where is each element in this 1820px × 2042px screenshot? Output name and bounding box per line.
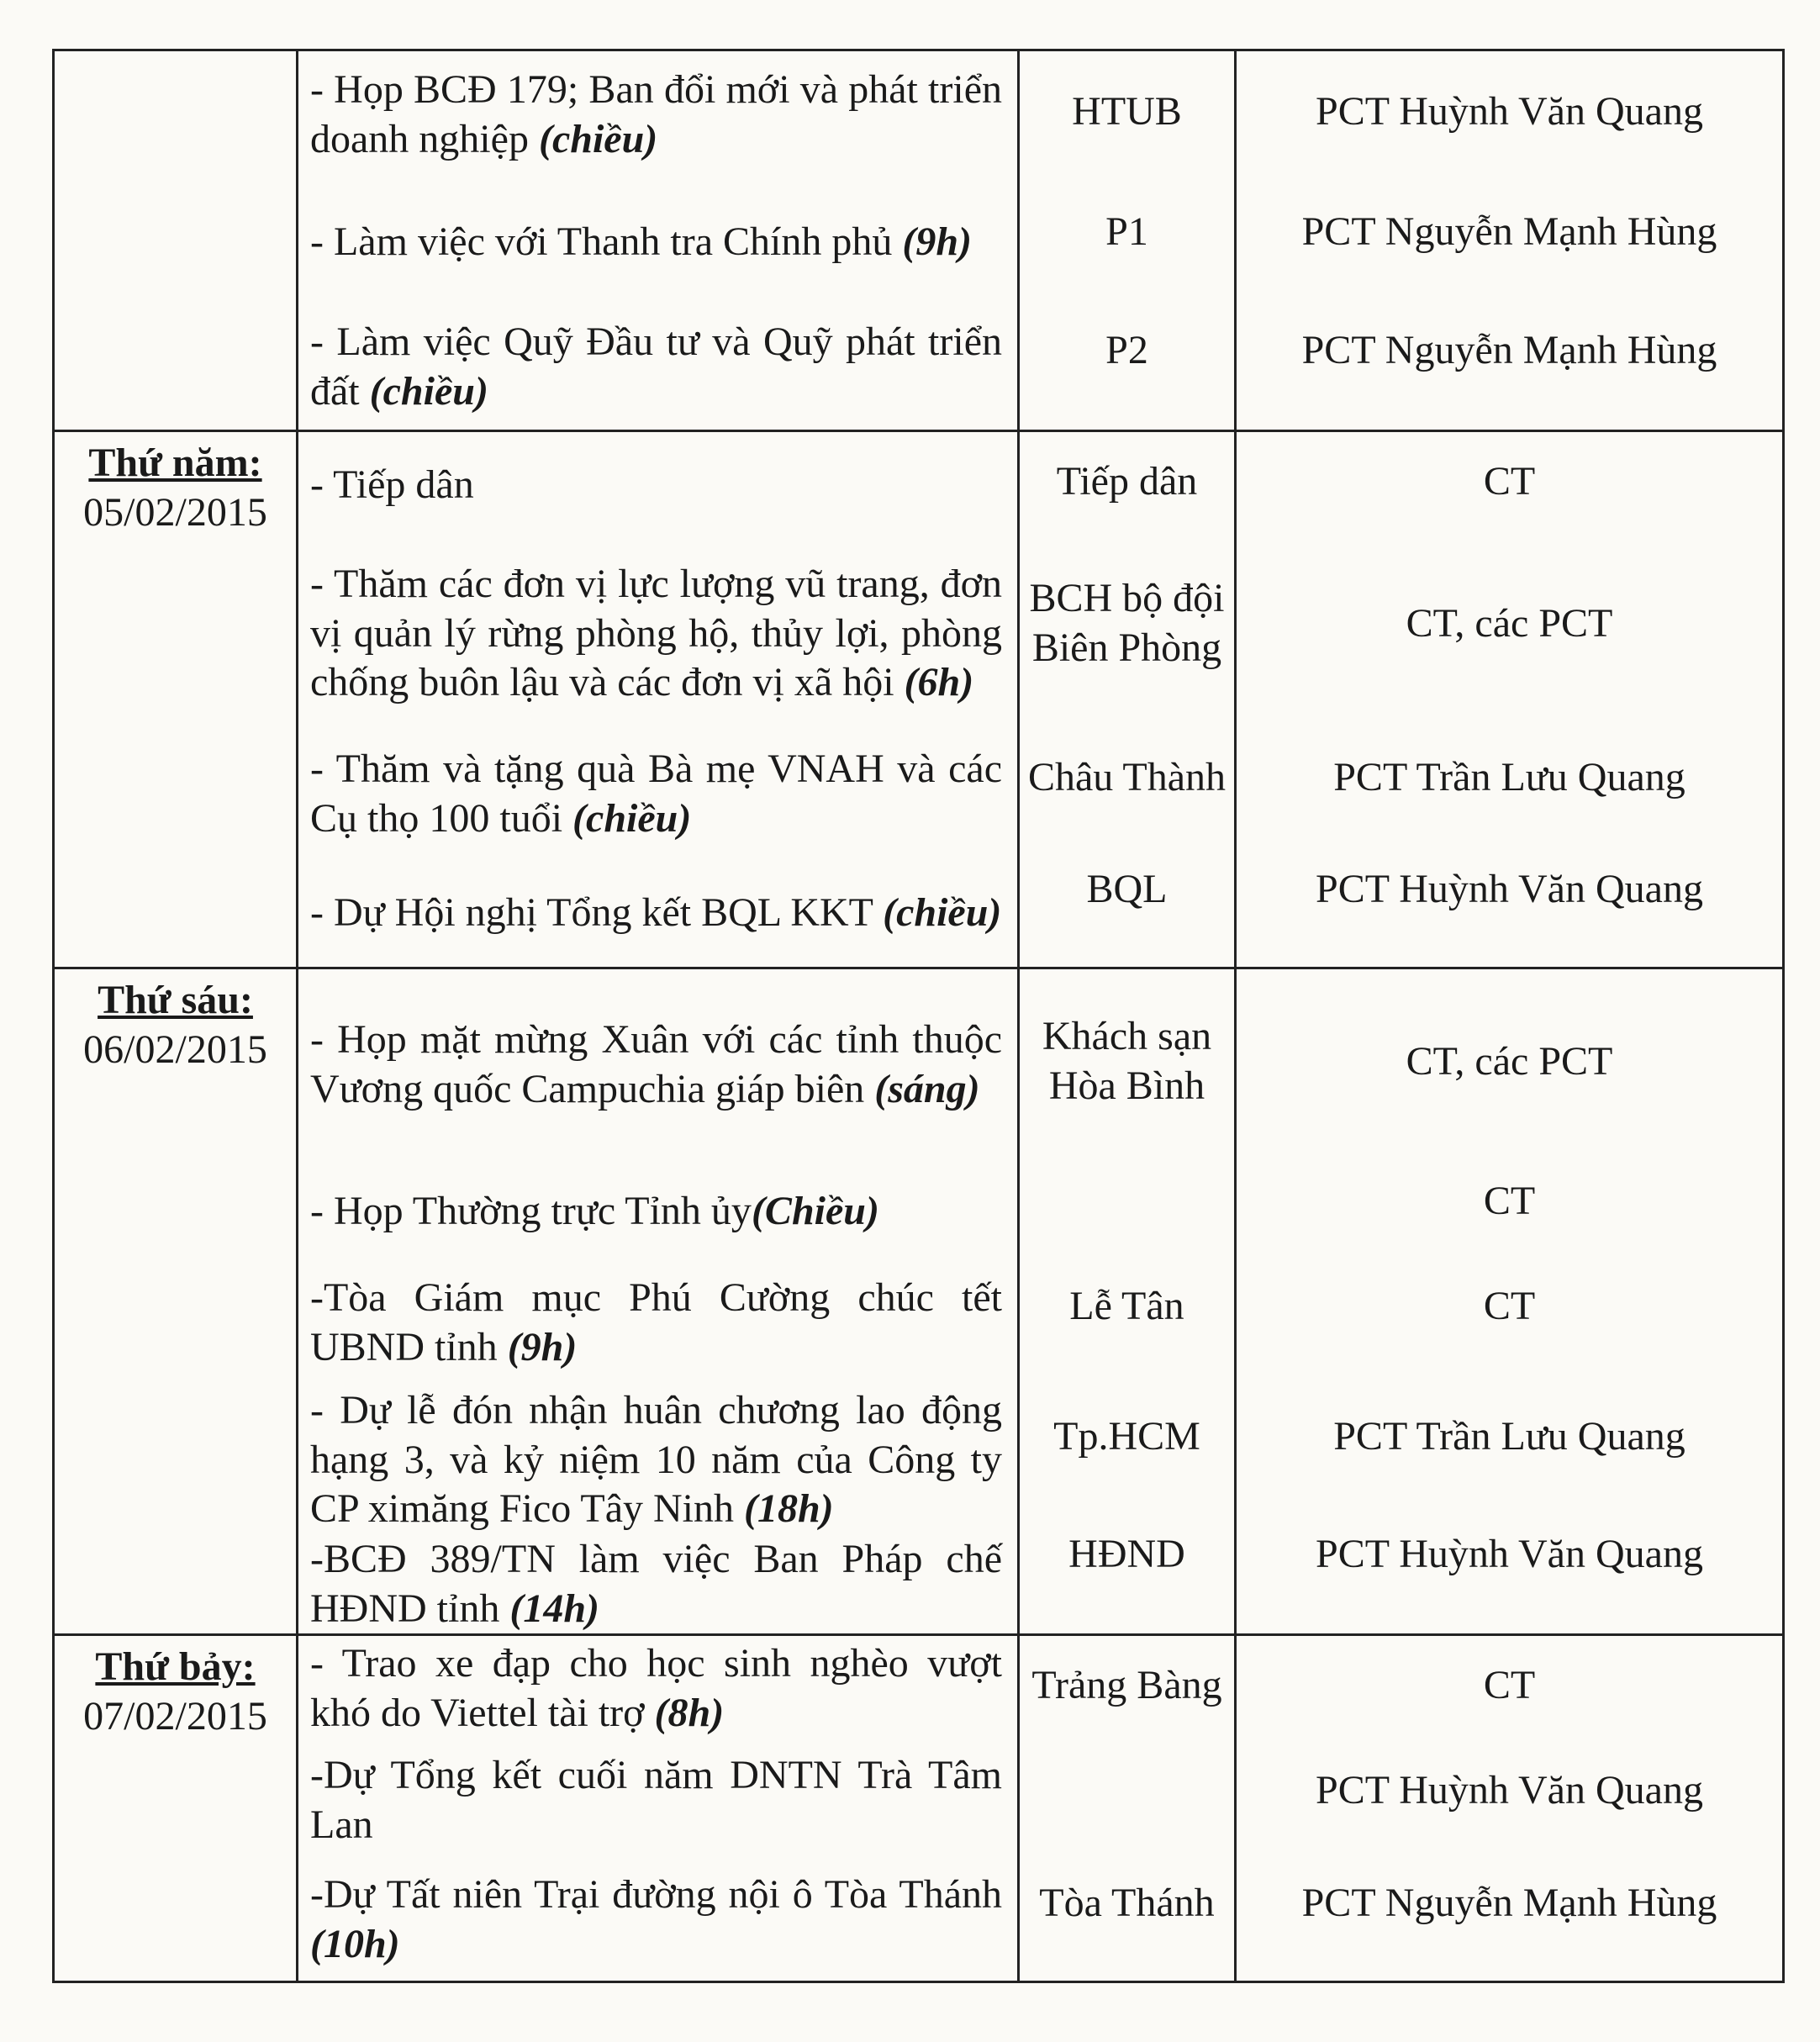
task-text	[310, 461, 474, 510]
place-text	[1053, 1412, 1200, 1462]
task-entry	[298, 51, 1017, 179]
task-label: - Làm việc Quỹ Đầu tư và Quỹ phát triển đất	[310, 319, 1002, 414]
task-text	[310, 1187, 879, 1237]
place-cell	[1019, 968, 1236, 1635]
time-note: (chiều)	[883, 889, 1002, 935]
place-entry	[1020, 969, 1234, 1154]
task-text	[310, 1535, 1002, 1633]
time-note: (18h)	[744, 1486, 834, 1532]
person-text	[1302, 326, 1717, 376]
task-label: - Thăm và tặng quà Bà mẹ VNAH và các Cụ thọ 100 tuổi	[310, 747, 1002, 841]
place-text	[1105, 326, 1148, 376]
day-date: 05/02/2015	[83, 489, 267, 535]
day-date: 07/02/2015	[83, 1693, 267, 1739]
person-entry	[1237, 1846, 1782, 1960]
place-entry	[1020, 1735, 1234, 1846]
schedule-row	[54, 968, 1784, 1635]
person-label: CT	[1483, 1178, 1536, 1223]
place-label: Khách sạn Hòa Bình	[1042, 1014, 1212, 1108]
place-label: Tp.HCM	[1053, 1413, 1200, 1459]
task-text	[310, 1016, 1002, 1114]
person-label: PCT Huỳnh Văn Quang	[1316, 1767, 1703, 1812]
task-label: - Dự lễ đón nhận huân chương lao động hạng 3, và kỷ niệm 10 năm của Công ty CP ximăng Fico Tây Ninh	[310, 1388, 1002, 1532]
task-text	[310, 318, 1002, 416]
place-entry	[1020, 1248, 1234, 1364]
day-name: Thứ sáu:	[98, 978, 253, 1022]
day-cell	[54, 50, 298, 431]
time-note: (14h)	[509, 1586, 599, 1631]
person-text	[1316, 1530, 1703, 1580]
day-name: Thứ bảy:	[95, 1644, 256, 1689]
person-label: PCT Nguyễn Mạnh Hùng	[1301, 208, 1717, 254]
task-entry	[298, 1742, 1017, 1860]
person-entry	[1237, 969, 1782, 1154]
place-entry	[1020, 51, 1234, 172]
place-label: Lễ Tân	[1069, 1283, 1184, 1328]
task-text	[310, 66, 1002, 164]
task-label: - Làm việc với Thanh tra Chính phủ	[310, 219, 903, 264]
person-label: CT	[1483, 1662, 1536, 1707]
place-entry	[1020, 1154, 1234, 1248]
place-entry	[1020, 1364, 1234, 1509]
place-text	[1031, 1661, 1221, 1711]
person-entry	[1237, 1154, 1782, 1248]
place-text	[1068, 1530, 1185, 1580]
task-label: - Dự Hội nghị Tổng kết BQL KKT	[310, 889, 884, 935]
place-entry	[1020, 172, 1234, 292]
place-text	[1057, 457, 1198, 507]
time-note: (chiều)	[538, 117, 658, 161]
task-entry	[298, 1636, 1017, 1742]
task-text	[310, 1639, 1002, 1738]
task-text	[310, 889, 1001, 938]
person-text	[1333, 753, 1685, 803]
place-text	[1087, 865, 1168, 915]
task-entry	[298, 969, 1017, 1161]
task-cell	[298, 431, 1019, 968]
task-text	[310, 1274, 1002, 1372]
task-label: -Dự Tổng kết cuối năm DNTN Trà Tâm Lan	[310, 1753, 1002, 1847]
place-label: Châu Thành	[1027, 754, 1227, 799]
place-cell	[1019, 431, 1236, 968]
task-label: - Thăm các đơn vị lực lượng vũ trang, đơn vị quản lý rừng phòng hộ, thủy lợi, phòng chống buôn lậu và các đơn vị xã hội	[310, 562, 1002, 705]
place-label: Trảng Bàng	[1031, 1662, 1222, 1707]
place-entry	[1020, 1509, 1234, 1600]
task-label: - Trao xe đạp cho học sinh nghèo vượt khó do Viettel tài trợ	[310, 1641, 1002, 1735]
person-text	[1406, 599, 1613, 649]
person-entry	[1237, 1248, 1782, 1364]
place-entry	[1020, 716, 1234, 839]
time-note: (10h)	[310, 1922, 400, 1966]
task-label: - Họp BCĐ 179; Ban đổi mới và phát triển doanh nghiệp	[310, 67, 1002, 161]
person-label: PCT Huỳnh Văn Quang	[1316, 88, 1703, 134]
task-entry	[298, 1536, 1017, 1633]
task-text	[310, 1386, 1002, 1534]
person-label: CT	[1483, 1283, 1536, 1328]
time-note: (9h)	[507, 1325, 578, 1369]
place-cell	[1019, 1635, 1236, 1982]
task-entry	[298, 1262, 1017, 1385]
task-text	[310, 560, 1002, 708]
schedule-table	[52, 49, 1785, 1983]
task-cell	[298, 1635, 1019, 1982]
time-note: (8h)	[654, 1691, 725, 1735]
place-entry	[1020, 432, 1234, 531]
task-label: -Tòa Giám mục Phú Cường chúc tết UBND tỉnh	[310, 1275, 1002, 1369]
person-entry	[1237, 432, 1782, 531]
place-text	[1072, 87, 1182, 137]
place-text	[1105, 208, 1148, 257]
task-label: - Họp Thường trực Tỉnh ủy	[310, 1188, 752, 1233]
task-entry	[298, 179, 1017, 305]
task-cell	[298, 968, 1019, 1635]
time-note: (sáng)	[874, 1067, 980, 1111]
schedule-row	[54, 1635, 1784, 1982]
time-note: (chiều)	[369, 369, 488, 414]
task-entry	[298, 730, 1017, 859]
task-entry	[298, 859, 1017, 967]
task-label: -Dự Tất niên Trại đường nội ô Tòa Thánh	[310, 1872, 1002, 1918]
person-entry	[1237, 1509, 1782, 1600]
place-cell	[1019, 50, 1236, 431]
task-label: - Tiếp dân	[310, 462, 474, 507]
person-label: PCT Huỳnh Văn Quang	[1316, 866, 1703, 911]
person-text	[1484, 1661, 1535, 1711]
person-text	[1316, 865, 1703, 915]
person-text	[1333, 1412, 1685, 1462]
day-cell	[54, 431, 298, 968]
person-entry	[1237, 51, 1782, 172]
place-text	[1028, 753, 1226, 803]
person-label: PCT Nguyễn Mạnh Hùng	[1301, 327, 1717, 372]
task-entry	[298, 305, 1017, 430]
person-label: CT, các PCT	[1406, 1038, 1613, 1084]
schedule-row	[54, 50, 1784, 431]
time-note: (chiều)	[572, 796, 692, 841]
place-entry	[1020, 531, 1234, 716]
place-text	[1026, 574, 1227, 673]
day-name: Thứ năm:	[88, 441, 262, 485]
place-text	[1039, 1879, 1214, 1929]
person-text	[1484, 1177, 1535, 1227]
time-note: (Chiều)	[751, 1188, 879, 1233]
person-cell	[1236, 431, 1784, 968]
person-entry	[1237, 839, 1782, 940]
place-label: BQL	[1086, 866, 1168, 911]
person-cell	[1236, 50, 1784, 431]
person-cell	[1236, 1635, 1784, 1982]
person-label: CT	[1483, 458, 1536, 504]
person-entry	[1237, 1636, 1782, 1735]
place-text	[1026, 1012, 1227, 1111]
schedule-row	[54, 431, 1784, 968]
place-label: HĐND	[1068, 1531, 1185, 1576]
task-cell	[298, 50, 1019, 431]
task-text	[310, 1871, 1002, 1969]
time-note: (6h)	[904, 660, 974, 705]
person-entry	[1237, 531, 1782, 716]
place-label: BCH bộ đội Biên Phòng	[1029, 576, 1225, 670]
place-label: HTUB	[1072, 88, 1182, 134]
day-date: 06/02/2015	[83, 1026, 267, 1072]
person-cell	[1236, 968, 1784, 1635]
place-entry	[1020, 1846, 1234, 1960]
time-note: (9h)	[902, 219, 973, 264]
person-entry	[1237, 1364, 1782, 1509]
person-text	[1406, 1037, 1613, 1087]
person-entry	[1237, 292, 1782, 409]
person-entry	[1237, 1735, 1782, 1846]
person-text	[1302, 1879, 1717, 1929]
task-entry	[298, 1385, 1017, 1536]
day-cell	[54, 1635, 298, 1982]
task-text	[310, 745, 1002, 843]
person-entry	[1237, 716, 1782, 839]
task-entry	[298, 1161, 1017, 1262]
person-text	[1484, 457, 1535, 507]
person-text	[1302, 208, 1717, 257]
place-label: Tiếp dân	[1056, 458, 1198, 504]
person-text	[1316, 1766, 1703, 1816]
person-label: PCT Nguyễn Mạnh Hùng	[1301, 1880, 1717, 1925]
person-label: CT, các PCT	[1406, 600, 1613, 646]
person-label: PCT Trần Lưu Quang	[1333, 754, 1685, 799]
person-label: PCT Trần Lưu Quang	[1333, 1413, 1685, 1459]
task-entry	[298, 1860, 1017, 1981]
task-label: -BCĐ 389/TN làm việc Ban Pháp chế HĐND tỉnh	[310, 1537, 1002, 1631]
place-text	[1069, 1282, 1184, 1332]
place-label: P1	[1105, 208, 1148, 254]
place-label: P2	[1105, 327, 1148, 372]
day-cell	[54, 968, 298, 1635]
place-label: Tòa Thánh	[1039, 1880, 1215, 1925]
task-label: - Họp mặt mừng Xuân với các tỉnh thuộc Vương quốc Campuchia giáp biên	[310, 1017, 1002, 1111]
schedule-body	[54, 50, 1784, 1982]
place-entry	[1020, 1636, 1234, 1735]
place-entry	[1020, 292, 1234, 409]
task-entry	[298, 538, 1017, 730]
task-text	[310, 218, 972, 267]
task-entry	[298, 432, 1017, 538]
person-text	[1484, 1282, 1535, 1332]
place-entry	[1020, 839, 1234, 940]
task-text	[310, 1751, 1002, 1849]
person-label: PCT Huỳnh Văn Quang	[1316, 1531, 1703, 1576]
person-text	[1316, 87, 1703, 137]
person-entry	[1237, 172, 1782, 292]
